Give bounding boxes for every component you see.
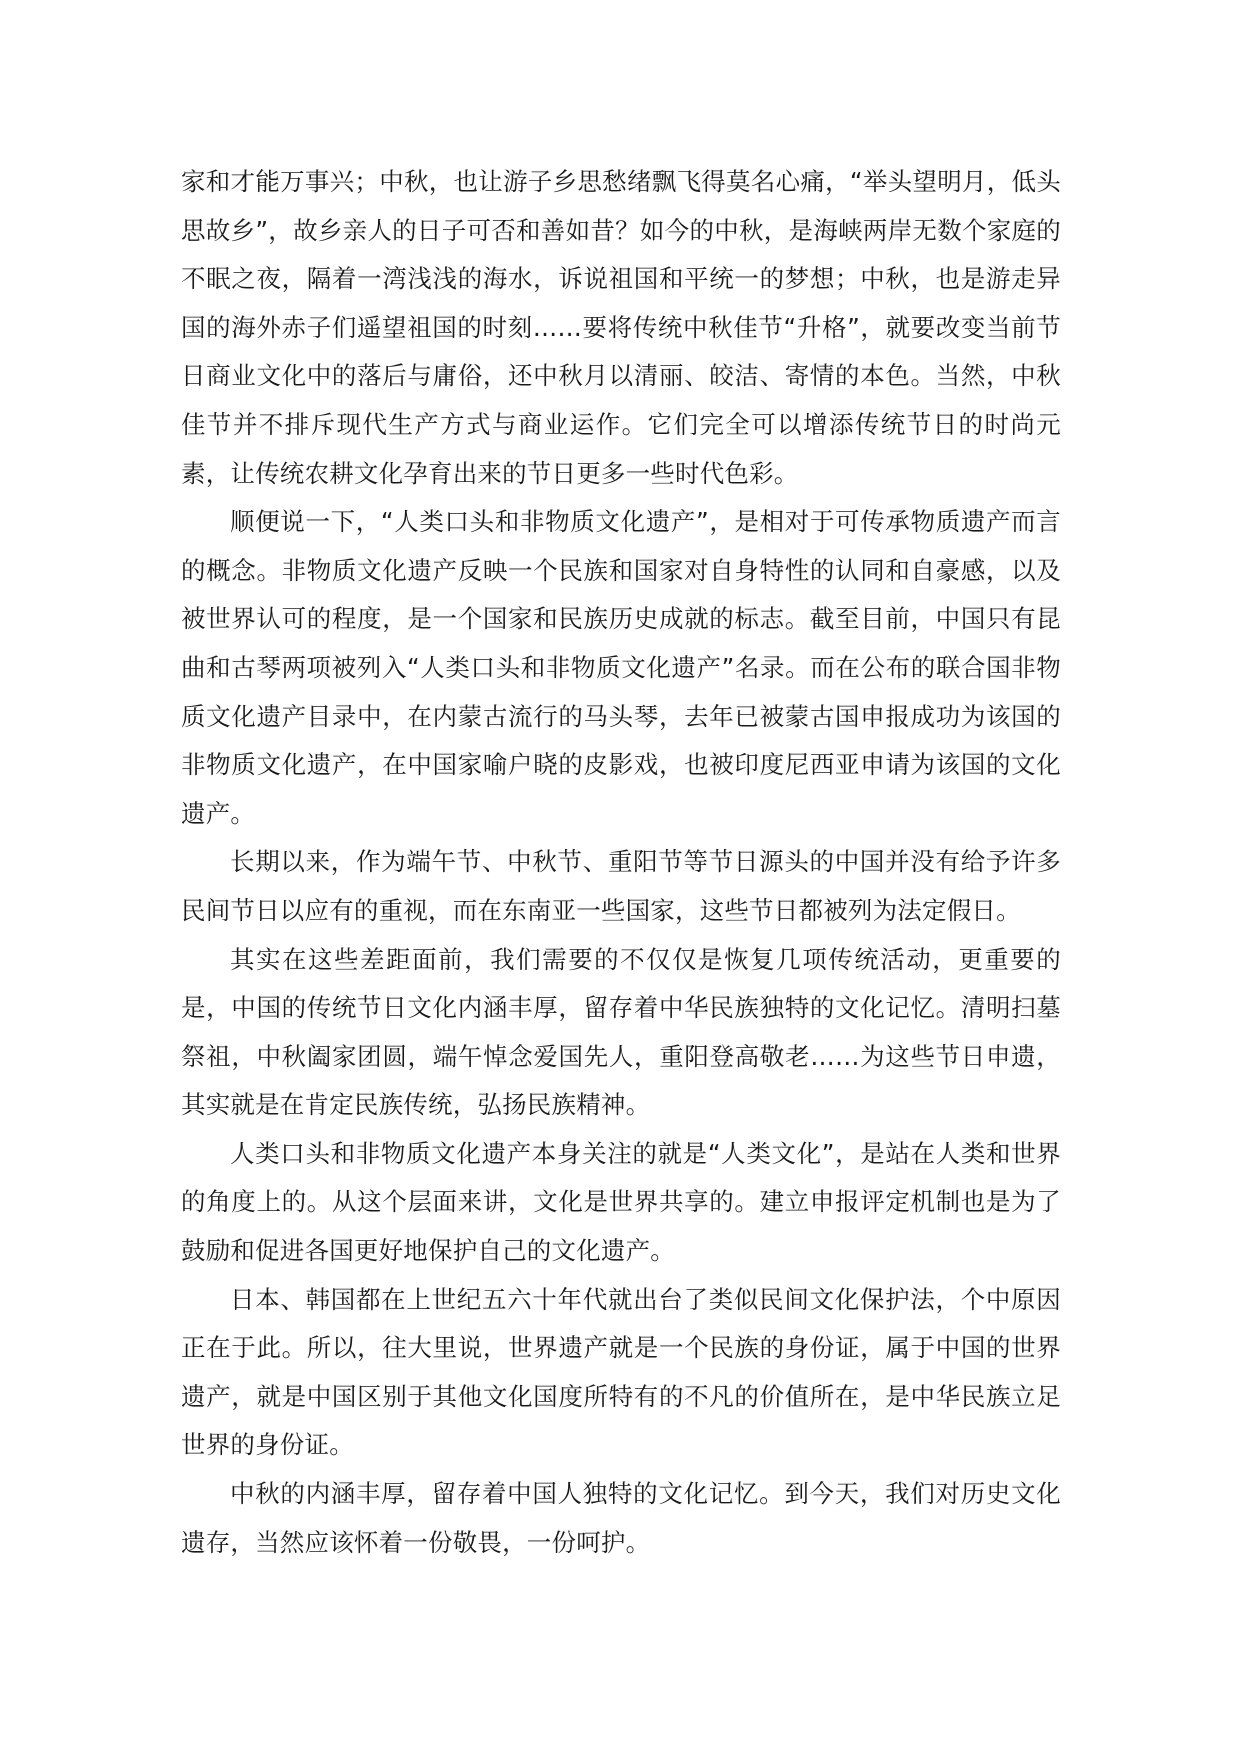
paragraph-3: 长期以来，作为端午节、中秋节、重阳节等节日源头的中国并没有给予许多民间节日以应有的重视，而在东南亚一些国家，这些节日都被列为法定假日。 <box>181 847 1061 925</box>
paragraph-4: 其实在这些差距面前，我们需要的不仅仅是恢复几项传统活动，更重要的是，中国的传统节日文化内涵丰厚，留存着中华民族独特的文化记忆。清明扫墓祭祖，中秋阖家团圆，端午悼念爱国先人，重阳登高敬老……为这些节日申遗，其实就是在肯定民族传统，弘扬民族精神。 <box>181 944 1061 1120</box>
paragraph-1: 家和才能万事兴；中秋，也让游子乡思愁绪飘飞得莫名心痛，“举头望明月，低头思故乡”，故乡亲人的日子可否和善如昔？如今的中秋，是海峡两岸无数个家庭的不眠之夜，隔着一湾浅浅的海水，诉说祖国和平统一的梦想；中秋，也是游走异国的海外赤子们遥望祖国的时刻……要将传统中秋佳节“升格”，就要改变当前节日商业文化中的落后与庸俗，还中秋月以清丽、皎洁、寄情的本色。当然，中秋佳节并不排斥现代生产方式与商业运作。它们完全可以增添传统节日的时尚元素，让传统农耕文化孕育出来的节日更多一些时代色彩。 <box>181 167 1061 488</box>
article-body <box>181 158 1061 1567</box>
paragraph-7: 中秋的内涵丰厚，留存着中国人独特的文化记忆。到今天，我们对历史文化遗存，当然应该怀着一份敬畏，一份呵护。 <box>181 1479 1061 1557</box>
paragraph-5: 人类口头和非物质文化遗产本身关注的就是“人类文化”，是站在人类和世界的角度上的。从这个层面来讲，文化是世界共享的。建立申报评定机制也是为了鼓励和促进各国更好地保护自己的文化遗产。 <box>181 1138 1061 1266</box>
paragraph-2: 顺便说一下，“人类口头和非物质文化遗产”，是相对于可传承物质遗产而言的概念。非物质文化遗产反映一个民族和国家对自身特性的认同和自豪感，以及被世界认可的程度，是一个国家和民族历史成就的标志。截至目前，中国只有昆曲和古琴两项被列入“人类口头和非物质文化遗产”名录。而在公布的联合国非物质文化遗产目录中，在内蒙古流行的马头琴，去年已被蒙古国申报成功为该国的非物质文化遗产，在中国家喻户晓的皮影戏，也被印度尼西亚申请为该国的文化遗产。 <box>181 507 1061 828</box>
paragraph-6: 日本、韩国都在上世纪五六十年代就出台了类似民间文化保护法，个中原因正在于此。所以，往大里说，世界遗产就是一个民族的身份证，属于中国的世界遗产，就是中国区别于其他文化国度所特有的不凡的价值所在，是中华民族立足世界的身份证。 <box>181 1284 1061 1460</box>
